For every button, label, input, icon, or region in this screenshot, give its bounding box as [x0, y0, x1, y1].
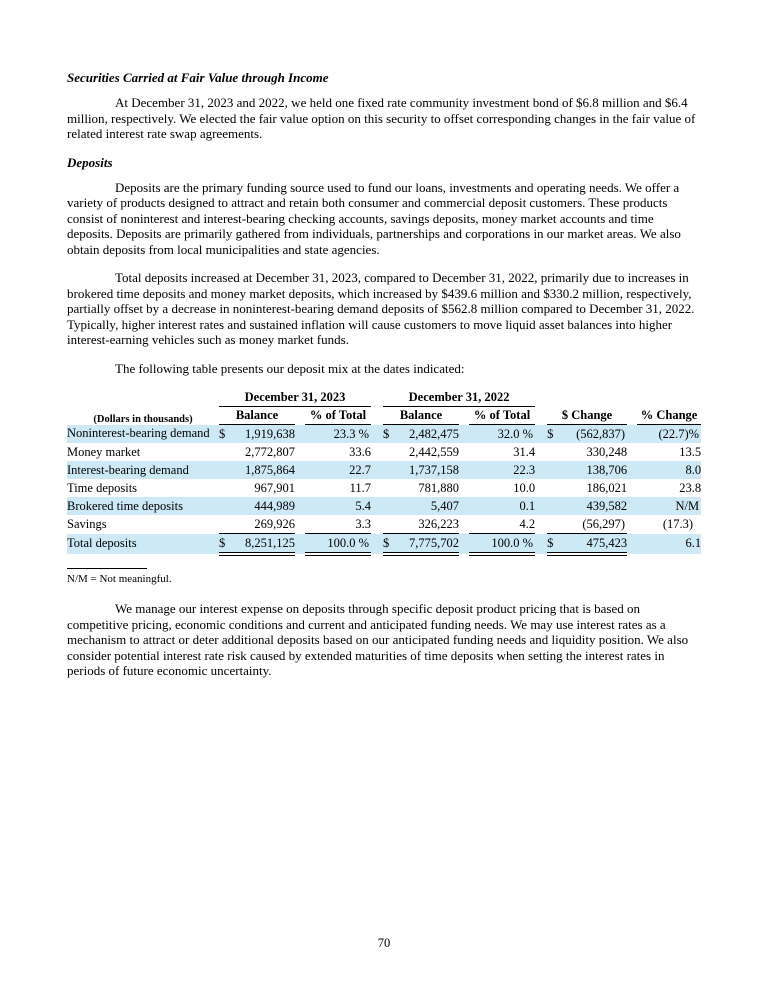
- paragraph-table-intro: The following table presents our deposit mix at the dates indicated:: [115, 360, 465, 376]
- paragraph-deposits-overview: Deposits are the primary funding source used to fund our loans, investments and operating needs. We offer a variety of products designed to attract and retain both consumer and commercial deposit customers. These products consist of noninterest and interest-bearing checking accounts, savings deposits, money market accounts and time deposits. Deposits are primarily gathered from individuals, partnerships and corporations in our market areas. We also obtain deposits from local municipalities and state agencies.: [67, 179, 681, 257]
- table-row: Money market 2,772,807 33.6 2,442,559 31.4 330,248 13.5: [67, 444, 702, 459]
- column-header-pct-total-2022: % of Total: [469, 407, 535, 425]
- footnote-divider: [67, 568, 147, 569]
- column-header-balance-2023: Balance: [219, 407, 295, 425]
- column-header-pct-total-2023: % of Total: [305, 407, 371, 425]
- table-column-header-row: [67, 407, 701, 425]
- table-row: Savings 269,926 3.3 326,223 4.2 (56,297) (17.3): [67, 515, 701, 534]
- footnote-nm: N/M = Not meaningful.: [67, 573, 172, 585]
- table-row: Brokered time deposits 444,989 5.4 5,407 0.1 439,582 N/M: [67, 497, 701, 515]
- paragraph-interest-expense: We manage our interest expense on deposits through specific deposit product pricing that is based on competitive pricing, economic conditions and current and anticipated funding needs. We may use interest rates as a mechanism to attract or deter additional deposits based on our anticipated funding needs and liquidity position. We also consider potential interest rate risk caused by extended maturities of time deposits when setting the interest rates in periods of future economic uncertainty.: [67, 601, 689, 678]
- table-row: Time deposits 967,901 11.7 781,880 10.0 186,021 23.8: [67, 480, 702, 495]
- dollars-in-thousands-note: (Dollars in thousands): [93, 413, 193, 425]
- table-group-header-row: [67, 389, 701, 407]
- page-content: [67, 70, 701, 692]
- table-row: Noninterest-bearing demand $ 1,919,638 23.3 % $ 2,482,475 32.0 % $ (562,837) (22.7)%: [67, 425, 701, 444]
- section-heading-securities: Securities Carried at Fair Value through Income: [67, 70, 329, 85]
- deposit-mix-table: [67, 389, 701, 556]
- column-group-2022: December 31, 2022: [383, 389, 535, 407]
- column-header-balance-2022: Balance: [383, 407, 459, 425]
- paragraph-deposits-change: Total deposits increased at December 31, 2023, compared to December 31, 2022, primarily due to increases in brokered time deposits and money market deposits, which increased by $439.6 million and $330.2 million, respectively, partially offset by a decrease in noninterest-bearing demand deposits of $562.8 million compared to December 31, 2022. Typically, higher interest rates and sustained inflation will cause customers to move liquid asset balances into higher interest-earning vehicles such as money market funds.: [67, 270, 695, 347]
- table-row: Interest-bearing demand 1,875,864 22.7 1,737,158 22.3 138,706 8.0: [67, 461, 701, 479]
- column-header-pct-change: % Change: [637, 407, 701, 425]
- column-header-dollar-change: $ Change: [547, 407, 627, 425]
- section-heading-deposits: Deposits: [67, 154, 113, 170]
- column-group-2023: December 31, 2023: [219, 389, 371, 407]
- paragraph-securities: At December 31, 2023 and 2022, we held one fixed rate community investment bond of $6.8 million and $6.4 million, respectively. We elected the fair value option on this security to offset corresponding changes in the fair value of related interest rate swap agreements.: [67, 95, 696, 141]
- table-row-total: Total deposits $ 8,251,125 100.0 % $ 7,775,702 100.0 % $ 475,423 6.1: [67, 534, 701, 555]
- page-number: 70: [377, 936, 391, 950]
